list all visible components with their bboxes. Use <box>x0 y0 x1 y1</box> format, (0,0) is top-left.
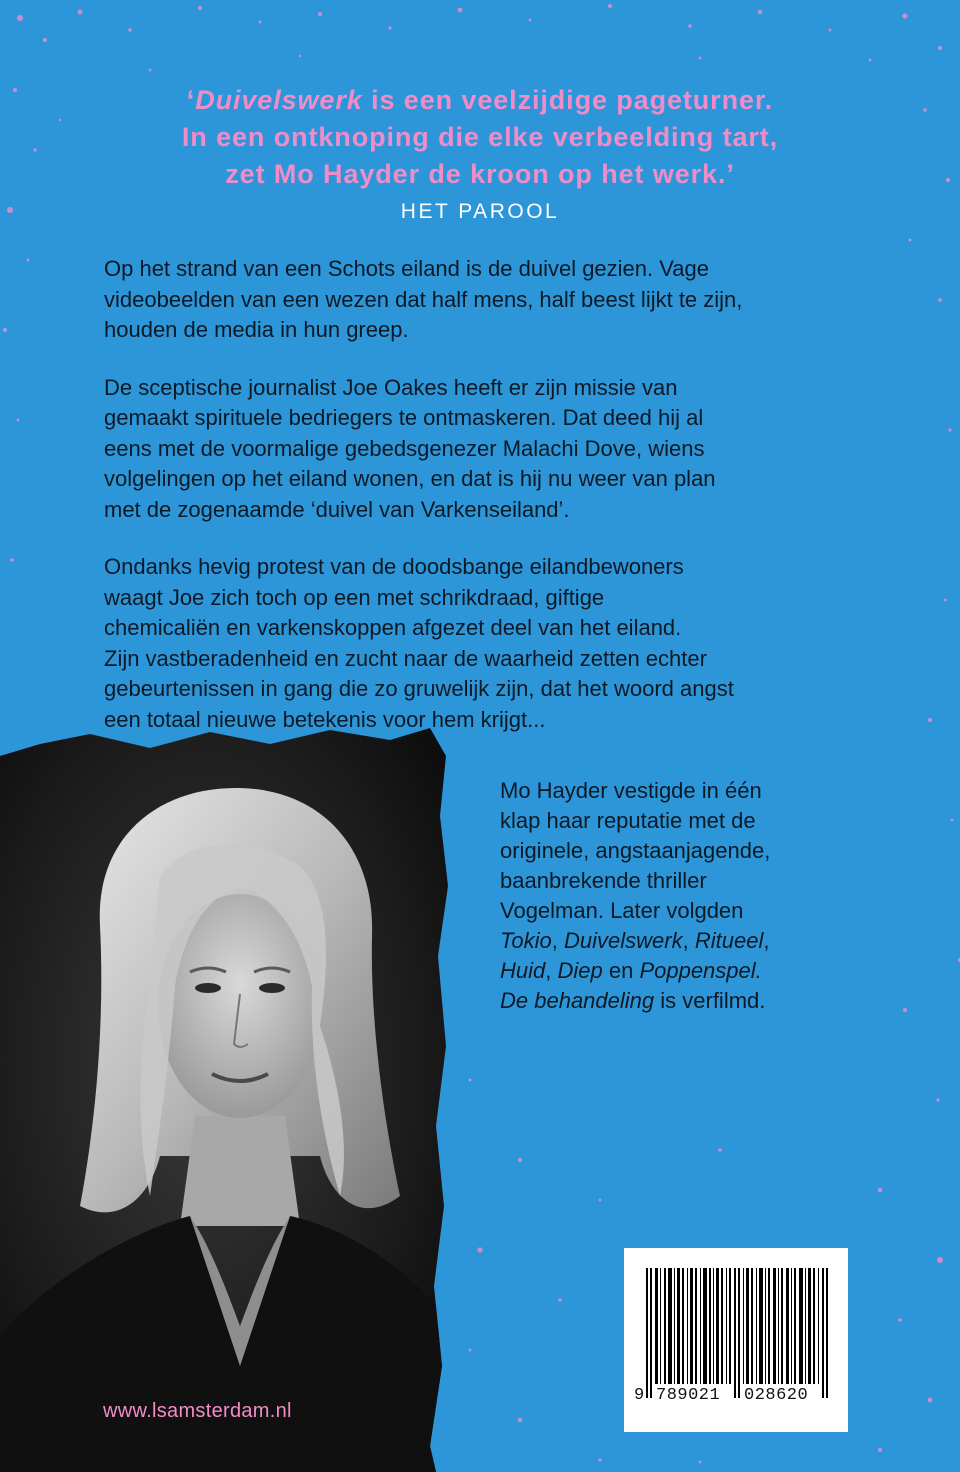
blurb-paragraph-3: Ondanks hevig protest van de doodsbange eilandbewoners waagt Joe zich toch op een met schrikdraad, giftige chemicaliën en varkenskoppen afgezet deel van het eiland. Zijn vastberadenheid en zucht naar de waarheid zetten echter gebeurtenissen in gang die zo gruwelijk zijn, dat het woord angst een totaal nieuwe betekenis voor hem krijgt... <box>104 554 734 732</box>
quote-line-3: zet Mo Hayder de kroon op het werk.’ <box>225 159 735 189</box>
book-blurb <box>104 254 894 762</box>
publisher-website-link[interactable]: www.lsamsterdam.nl <box>103 1400 292 1422</box>
bio-film-line: De behandeling is verfilmd. <box>500 988 766 1013</box>
quote-line-1: ‘Duivelswerk is een veelzijdige pageturner. <box>186 85 774 115</box>
bio-books-line-1: Tokio, Duivelswerk, Ritueel, <box>500 928 770 953</box>
quote-line-2: In een ontknoping die elke verbeelding tart, <box>181 122 779 152</box>
barcode-bars <box>646 1268 828 1398</box>
review-quote <box>60 82 900 193</box>
quote-book-title: Duivelswerk <box>195 85 363 115</box>
blurb-paragraph-1: Op het strand van een Schots eiland is de duivel gezien. Vage videobeelden van een wezen dat half mens, half beest lijkt te zijn, houden de media in hun greep. <box>104 256 743 342</box>
quote-source: HET PAROOL <box>400 200 560 223</box>
blurb-paragraph-2: De sceptische journalist Joe Oakes heeft er zijn missie van gemaakt spirituele bedriegers te ontmaskeren. Dat deed hij al eens met de voormalige gebedsgenezer Malachi Dove, wiens volgelingen op het eiland wonen, en dat is hij nu weer van plan met de zogenaamde ‘duivel van Varkenseiland’. <box>104 374 716 522</box>
author-bio: Mo Hayder vestigde in één klap haar reputatie met de originele, angstaanjagende, baanbrekende thriller Vogelman. Later volgden Tokio, Duivelswerk, Ritueel, Huid, Diep en Poppenspel. De behandeling is verfilmd. <box>500 776 920 1016</box>
isbn-barcode: 9 789021 028620 <box>624 1248 848 1432</box>
bio-books-line-2: Huid, Diep en Poppenspel. <box>500 958 762 983</box>
author-photo <box>0 726 452 1472</box>
